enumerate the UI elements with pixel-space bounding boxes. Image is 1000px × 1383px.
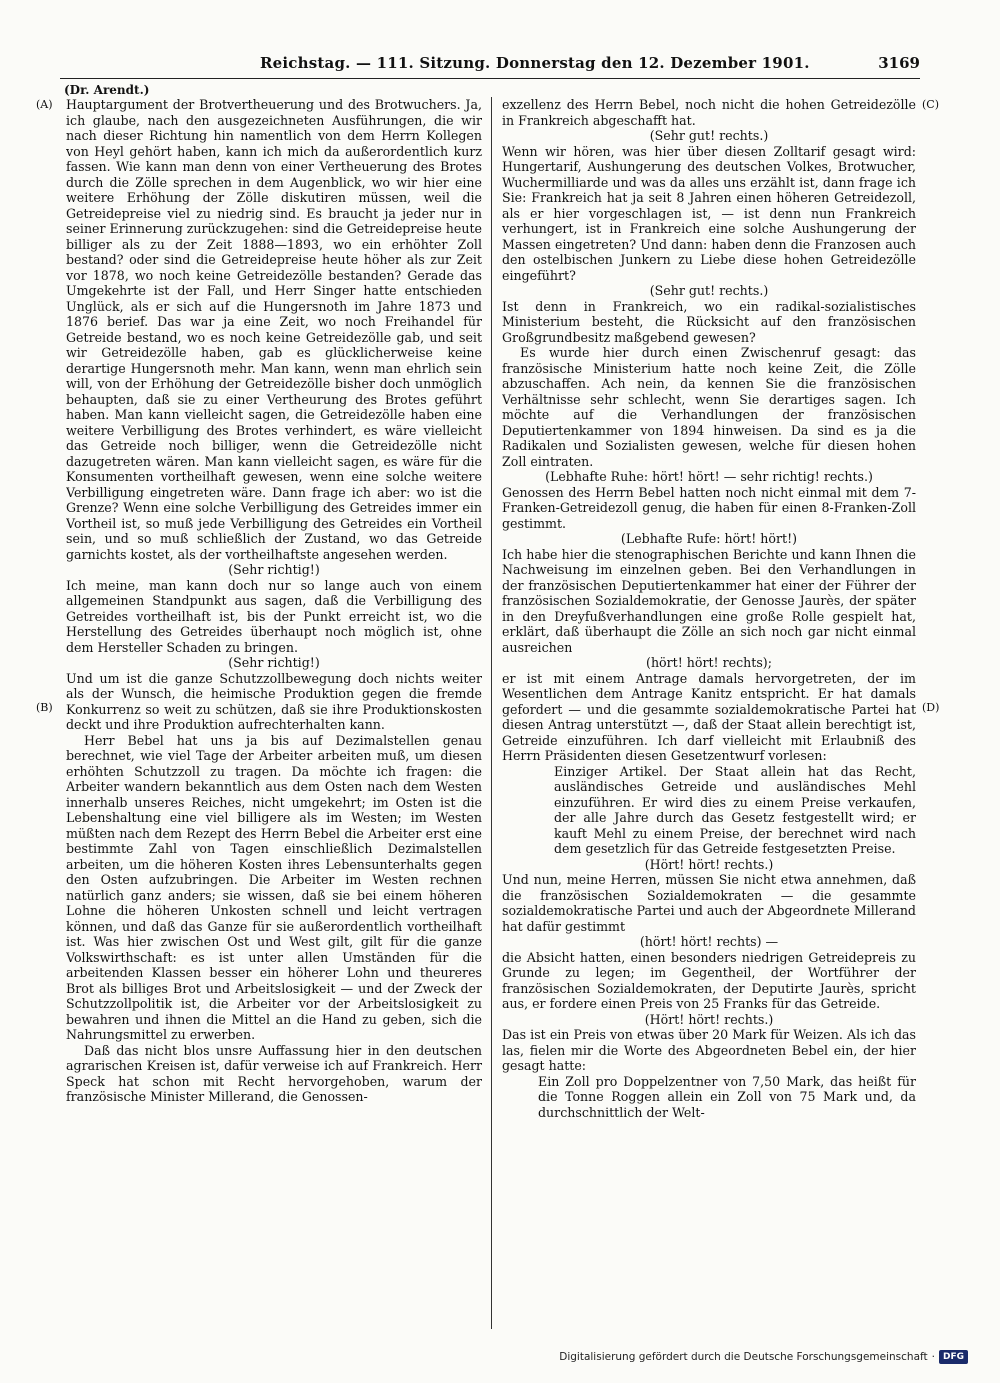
interjection: (Lebhafte Rufe: hört! hört!) [620,531,798,546]
interjection: (Hört! hört! rechts.) [644,1011,774,1027]
paragraph: Ist denn in Frankreich, wo ein radikal-sozialistisches Ministerium besteht, die Rücksicht auf den französischen Großgrundbesitz maßgebend gewesen? [502,298,916,345]
interjection: (Sehr gut! rechts.) [649,283,769,298]
paragraph: Daß das nicht blos unsre Auffassung hier in den deutschen agrarischen Kreisen ist, dafür verweise ich auf Frankreich. Herr Speck hat schon mit Recht hervorgehoben, warum der französische Minister Millerand, die Genossen- [66,1042,482,1104]
paragraph: Das ist ein Preis von etwas über 20 Mark für Weizen. Als ich das las, fielen mir die Worte des Abgeordneten Bebel ein, der hier gesagt hatte: [502,1027,916,1073]
paragraph: Hauptargument der Brotvertheuerung und des Brotwuchers. Ja, ich glaube, nach den ausgezeichneten Ausführungen, die wir nach dieser Richtung hin namentlich von dem Herrn Kollegen von Heyl gehört haben, kann ich mich da außerordentlich kurz fassen. Wie kann man denn von einer Vertheuerung des Brotes durch die Zölle sprechen in dem Augenblick, wo wir hier eine weitere Erhöhung der Zölle diskutiren müssen, weil die Getreidepreise viel zu niedrig sind. Es braucht ja jeder nur in seiner Erinnerung zurückzugehen: sind die Getreidepreise heute billiger als zu der Zeit 1888—1893, wo ein erhöhter Zoll bestand? oder sind die Getreidepreise heute höher als zur Zeit vor 1878, wo noch keine Getreidezölle bestanden? Gerade das Umgekehrte ist der Fall, und Herr Singer hatte entschieden Unglück, als er sich auf die Hungersnoth im Jahre 1873 und 1876 berief. Das war ja eine Zeit, wo noch Freihandel für Getreide bestand, wo es noch keine Getreidezölle gab, und seit wir Getreidezölle haben, gab es glücklicherweise keine derartige Hungersnoth mehr. Man kann, wenn man ehrlich sein will, von der Erhöhung der Getreidezölle bisher doch unmöglich behaupten, daß sie zu einer Vertheurung des Brotes geführt haben. Man kann vielleicht sagen, die Getreidezölle haben eine weitere Verbilligung des Brotes verhindert, es wäre vielleicht das Getreide noch billiger, wenn die Getreidezölle nicht dazugetreten wären. Man kann vielleicht sagen, es wäre für die Konsumenten vortheilhaft gewesen, wenn eine solche weitere Verbilligung eingetreten wäre. Dann frage ich aber: wo ist die Grenze? Wenn eine solche Verbilligung des Getreides immer ein Vortheil ist, so muß jede Verbilligung des Getreides ein Vortheil sein, und so muß schließlich der Zustand, wo das Getreide garnichts kostet, als der vortheilhaftste angesehen werden. [66,97,482,562]
left-column [66,97,482,1329]
interjection: (hört! hört! rechts) — [639,934,779,949]
paragraph: Ich habe hier die stenographischen Berichte und kann Ihnen die Nachweisung im einzelnen geben. Bei den Verhandlungen in der französischen Deputiertenkammer hat einer der Führer der französischen Sozialdemokratie, der Genosse Jaurès, der später in den Dreyfußverhandlungen eine große Rolle gespielt hat, erklärt, daß überhaupt die Zölle an sich noch gar nicht einmal ausreichen [502,546,916,655]
margin-marker-d: (D) [922,701,940,714]
interjection: (Lebhafte Ruhe: hört! hört! — sehr richtig! rechts.) [545,469,873,484]
paragraph: Und um ist die ganze Schutzzollbewegung doch nichts weiter als der Wunsch, die heimische Produktion gegen die fremde Konkurrenz so weit zu schützen, daß sie ihre Produktionskosten deckt und ihre Produktion aufrechterhalten kann. [66,670,482,732]
quoted-speech: Ein Zoll pro Doppelzentner von 7,50 Mark, das heißt für die Tonne Roggen allein ein Zoll von 75 Mark und, da durchschnittlich der Welt- [538,1073,916,1120]
quoted-bill-text: Einziger Artikel. Der Staat allein hat das Recht, ausländisches Getreide und ausländisches Mehl einzuführen. Er wird dies zu einem Preise verkaufen, der alle Jahre durch das Gesetz festgestellt wird; er kauft Mehl zu einem Preise, der berechnet wird nach dem gesetzlich für das Getreide festgesetzten Preise. [554,763,916,856]
interjection: (Sehr richtig!) [228,655,320,670]
margin-marker-a: (A) [36,98,53,111]
page-number: 3169 [878,54,920,72]
speaker-label: (Dr. Arendt.) [64,83,150,97]
margin-marker-b: (B) [36,701,53,714]
paragraph: die Absicht hatten, einen besonders niedrigen Getreidepreis zu Grunde zu legen; im Gegentheil, der Wortführer der französischen Sozialdemokraten, der Deputirte Jaurès, spricht aus, er fordere einen Preis von 25 Franks für das Getreide. [502,949,916,1011]
credit-text: Digitalisierung gefördert durch die Deutsche Forschungsgemeinschaft [559,1351,928,1363]
paragraph: exzellenz des Herrn Bebel, noch nicht die hohen Getreidezölle in Frankreich abgeschafft hat. [502,97,916,128]
interjection: (Hört! hört! rechts.) [644,856,774,872]
interjection: (hört! hört! rechts); [646,655,772,670]
running-title: Reichstag. — 111. Sitzung. Donnerstag den 12. Dezember 1901. [260,54,810,72]
margin-marker-c: (C) [922,98,939,111]
column-divider [491,97,492,1329]
paragraph: Es wurde hier durch einen Zwischenruf gesagt: das französische Ministerium hatte noch keine Zeit, die Zölle abzuschaffen. Ach nein, da kennen Sie die französischen Verhältnisse sehr schlecht, wenn Sie derartiges sagen. Ich möchte auf die Verhandlungen der französischen Deputiertenkammer von 1894 hinweisen. Da sind es ja die Radikalen und Sozialisten gewesen, welche für diesen hohen Zoll eintraten. [502,345,916,469]
credit-separator: · [931,1351,935,1363]
right-column [502,97,916,1329]
interjection: (Sehr richtig!) [228,562,320,577]
interjection: (Sehr gut! rechts.) [649,128,769,143]
paragraph: Herr Bebel hat uns ja bis auf Dezimalstellen genau berechnet, wie viel Tage der Arbeiter arbeiten muß, um diesen erhöhten Schutzzoll zu tragen. Da möchte ich fragen: die Arbeiter wandern bekanntlich aus dem Osten nach dem Westen innerhalb unseres Reiches, nicht umgekehrt; im Osten ist die Lebenshaltung eine viel billigere als im Westen; im Westen müßten nach dem Rezept des Herrn Bebel die Arbeiter erst eine bestimmte Zahl von Tagen einschließlich Dezimalstellen arbeiten, um die höheren Kosten ihres Lebensunterhalts gegen den Osten aufzubringen. Die Arbeiter im Westen rechnen natürlich ganz anders; sie wissen, daß sie bei einem höheren Lohne die höheren Unkosten schnell und leicht vertragen können, und daß das Ganze für sie außerordentlich vortheilhaft ist. Was hier zwischen Ost und West gilt, gilt für die ganze Volkswirthschaft: es ist unter allen Umständen für die arbeitenden Klassen besser ein höherer Lohn und theureres Brot als billiges Brot und Arbeitslosigkeit — und der Zweck der Schutzzollpolitik ist, die Arbeiter vor der Arbeitslosigkeit zu bewahren und ihnen die Mittel an die Hand zu geben, sich die Nahrungsmittel zu erwerben. [66,732,482,1042]
paragraph: Ich meine, man kann doch nur so lange auch von einem allgemeinen Standpunkt aus sagen, daß die Verbilligung des Getreides vortheilhaft ist, bis der Punkt erreicht ist, wo die Herstellung des Getreides überhaupt noch möglich ist, ohne dem Hersteller Schaden zu bringen. [66,577,482,655]
paragraph: Genossen des Herrn Bebel hatten noch nicht einmal mit dem 7-Franken-Getreidezoll genug, die haben für einen 8-Franken-Zoll gestimmt. [502,484,916,531]
paragraph: er ist mit einem Antrage damals hervorgetreten, der im Wesentlichen dem Antrage Kanitz entspricht. Er hat damals gefordert — und die gesammte sozialdemokratische Partei hat diesen Antrag unterstützt —, daß der Staat allein berechtigt ist, Getreide einzuführen. Ich darf vielleicht mit Erlaubniß des Herrn Präsidenten diesen Gesetzentwurf vorlesen: [502,670,916,763]
page-header [60,52,920,79]
paragraph: Und nun, meine Herren, müssen Sie nicht etwa annehmen, daß die französischen Sozialdemokraten — die gesammte sozialdemokratische Partei und auch der Abgeordnete Millerand hat dafür gestimmt [502,872,916,934]
digitization-credit [559,1350,968,1364]
paragraph: Wenn wir hören, was hier über diesen Zolltarif gesagt wird: Hungertarif, Aushungerung des deutschen Volkes, Brotwucher, Wuchermilliarde und was da alles uns erzählt ist, dann frage ich Sie: Frankreich hat ja seit 8 Jahren einen höheren Getreidezoll, als er hier vorgeschlagen ist, — ist denn nun Frankreich verhungert, ist in Frankreich eine solche Aushungerung der Massen eingetreten? Und dann: haben denn die Franzosen auch den ostelbischen Junkern zu Liebe diese hohen Getreidezölle eingeführt? [502,143,916,283]
dfg-logo-icon: DFG [939,1350,968,1364]
